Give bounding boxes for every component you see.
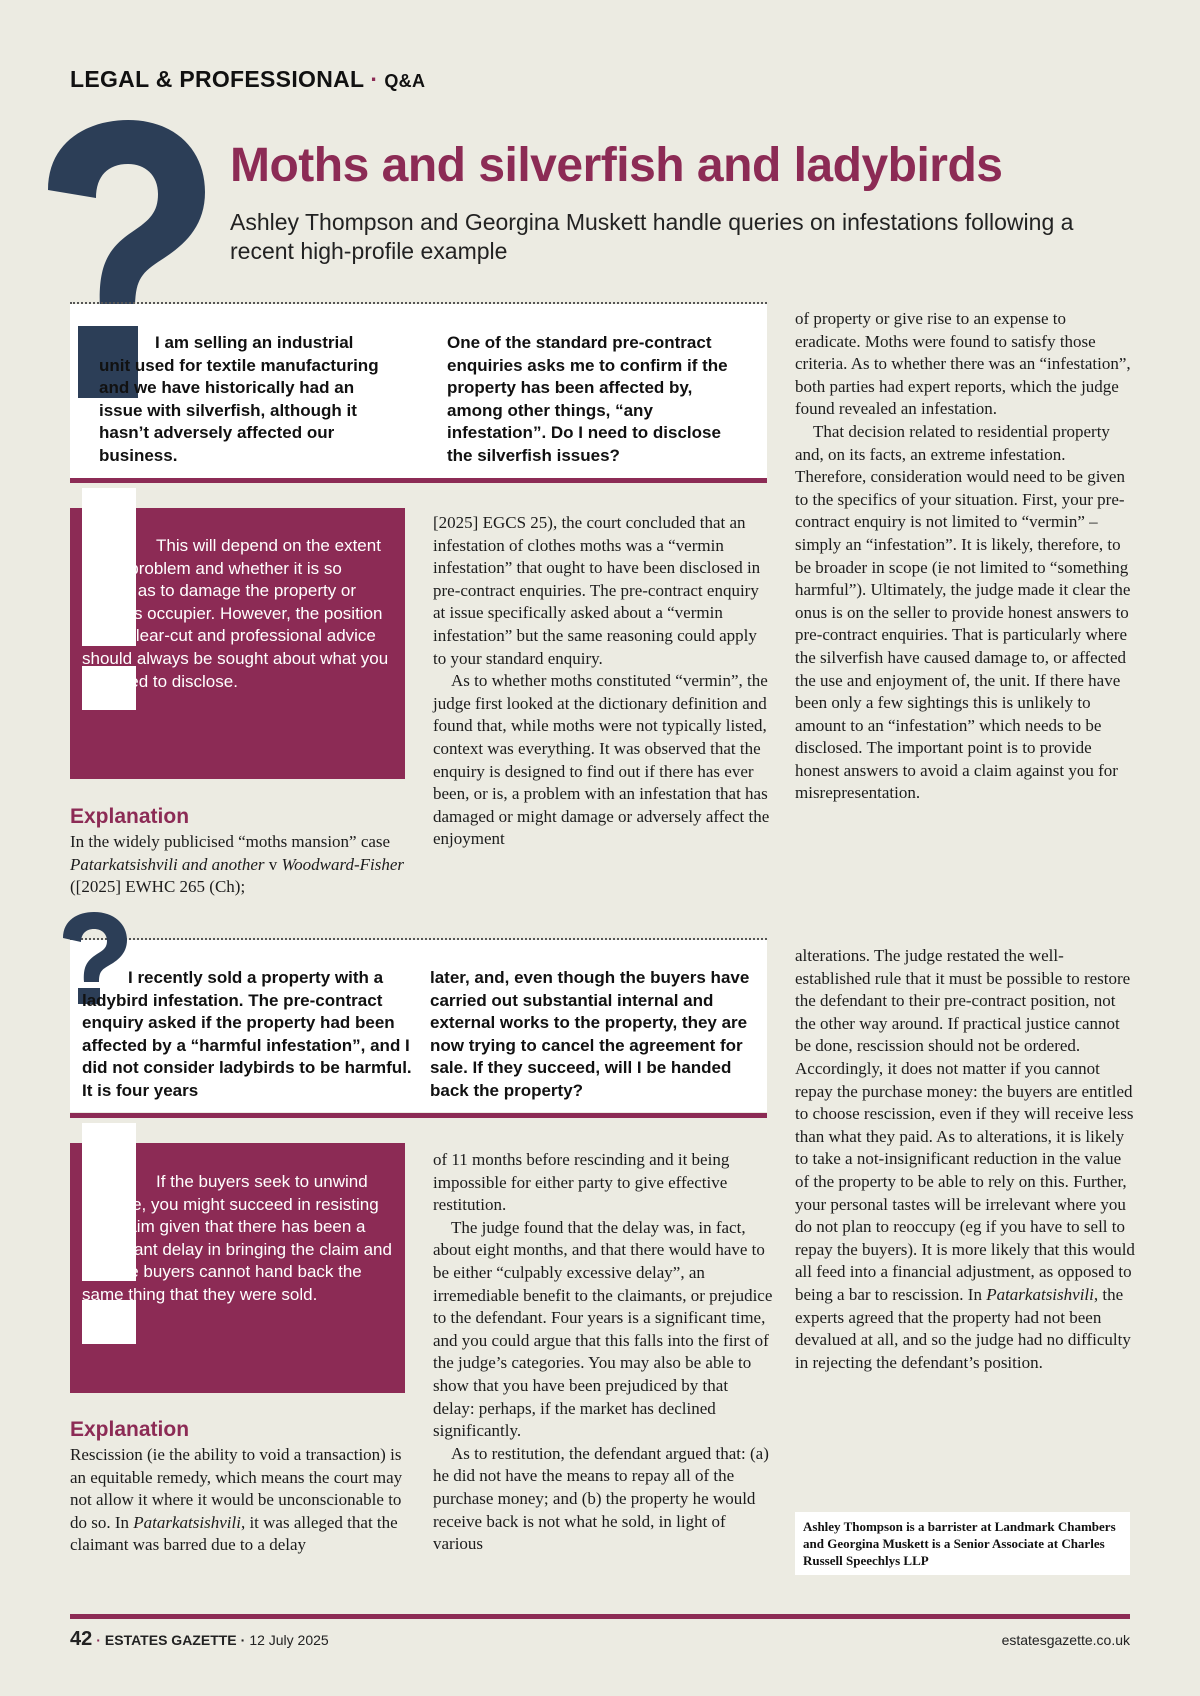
page-number: 42 <box>70 1628 93 1650</box>
headline: Moths and silverfish and ladybirds <box>230 139 1003 192</box>
subsection-label: Q&A <box>384 71 426 91</box>
standfirst: Ashley Thompson and Georgina Muskett handle queries on infestations following a recent high-profile example <box>230 209 1074 264</box>
question-1-left: I am selling an industrial unit used for textile manufacturing and we have historically had an issue with silverfish, although it hasn’t adversely affected our business. <box>99 333 379 465</box>
body-paragraph: Rescission (ie the ability to void a transaction) is an equitable remedy, which means the court may not allow it where it would be unconscionable to do so. In Patarkatsishvili, it was alleged that the claimant was barred due to a delay <box>70 1445 403 1555</box>
issue-date: 12 July 2025 <box>249 1632 329 1648</box>
explanation-1-col3 <box>795 308 1135 805</box>
body-paragraph: The judge found that the delay was, in fact, about eight months, and that there would have to be either “culpably excessive delay”, an irremediable benefit to the claimants, or prejudice to the defendant. Four years is a significant time, and you could argue that this falls into the first of the judge’s categories. You may also be able to show that you have been prejudiced by that delay: perhaps, if the market has declined significantly. <box>433 1217 773 1441</box>
body-paragraph: In the widely publicised “moths mansion” case Patarkatsishvili and another v Woodward-Fisher ([2025] EWHC 265 (Ch); <box>70 832 405 897</box>
body-paragraph: As to whether moths constituted “vermin”, the judge first looked at the dictionary definition and found that, while moths were not typically listed, context was everything. It was observed that the enquiry is designed to find out if there has ever been, or is, a problem with an infestation that has damaged or might damage or adversely affect the enjoyment <box>433 671 770 849</box>
question-2-left: I recently sold a property with a ladybird infestation. The pre-contract enquiry asked if the property had been affected by a “harmful infestation”, and I did not consider ladybirds to be harmful. It is four years <box>82 968 412 1100</box>
explanation-2-col2 <box>433 1149 773 1556</box>
section-label: LEGAL & PROFESSIONAL <box>70 66 365 92</box>
explanation-heading-2: Explanation <box>70 1418 190 1441</box>
divider-solid <box>70 1113 767 1118</box>
footer-left <box>70 1628 329 1651</box>
website: estatesgazette.co.uk <box>1001 1632 1130 1648</box>
body-paragraph: of property or give rise to an expense to eradicate. Moths were found to satisfy those criteria. As to whether there was an “infestation”, both parties had expert reports, which the judge found revealed an infestation. <box>795 309 1131 419</box>
explanation-2-col1 <box>70 1444 410 1557</box>
body-paragraph: As to restitution, the defendant argued that: (a) he did not have the means to repay all of the purchase money; and (b) the property he would receive back is not what he sold, in light of various <box>433 1443 769 1554</box>
explanation-2-col3 <box>795 945 1135 1374</box>
exclamation-dot-icon <box>82 1300 136 1344</box>
body-paragraph: alterations. The judge restated the well-established rule that it must be possible to restore the defendant to their pre-contract position, not the other way around. If practical justice cannot be done, rescission should not be ordered. Accordingly, it does not matter if you cannot repay the purchase money: the buyers are entitled to choose rescission, even if they will receive less than what they paid. As to alterations, it is likely to take a not-insignificant reduction in the value of the property to be able to rely on this. Further, your personal tastes will be irrelevant where you do not plan to reoccupy (eg if you have to sell to repay the buyers). It is more likely that this would all feed into a financial adjustment, as opposed to being a bar to rescission. In Patarkatsishvili, the experts agreed that the property had not been devalued at all, and so the judge had no difficulty in rejecting the defendant’s position. <box>795 946 1135 1372</box>
answer-1-text: This will depend on the extent of the problem and whether it is so severe as to damage the property or harm its occupier. However, the position is not clear-cut and professional advice should always be sought about what you will need to disclose. <box>82 536 389 691</box>
body-paragraph: That decision related to residential property and, on its facts, an extreme infestation. Therefore, consideration would need to be given to the specifics of your situation. First, your pre-contract enquiry is not limited to “vermin” – simply an “infestation”. It is likely, therefore, to be broader in scope (ie not limited to “something harmful”). Ultimately, the judge made it clear the onus is on the seller to provide honest answers to pre-contract enquiries. That is particularly where the silverfish have caused damage to, or affected the use and enjoyment of, the unit. If there have been only a few sightings this is unlikely to amount to an “infestation” which needs to be disclosed. The important point is to provide honest answers to avoid a claim against you for misrepresentation. <box>795 421 1131 803</box>
divider-solid <box>70 478 767 483</box>
separator-dot: · <box>370 66 379 92</box>
explanation-heading-1: Explanation <box>70 805 190 828</box>
separator-dot: · <box>240 1632 246 1648</box>
body-paragraph: of 11 months before rescinding and it being impossible for either party to give effective restitution. <box>433 1150 730 1215</box>
section-header <box>70 66 425 93</box>
answer-2-text: If the buyers seek to unwind the sale, you might succeed in resisting that claim given that there has been a significant delay in bringing the claim and that the buyers cannot hand back the same thing that they were sold. <box>82 1172 392 1304</box>
explanation-1-col1 <box>70 831 410 899</box>
body-paragraph: [2025] EGCS 25), the court concluded that an infestation of clothes moths was a “vermin infestation” that ought to have been disclosed in pre-contract enquiries. The pre-contract enquiry at issue specifically asked about a “vermin infestation” but the same reasoning could apply to your standard enquiry. <box>433 513 761 668</box>
separator-dot: · <box>96 1632 101 1648</box>
author-bio: Ashley Thompson is a barrister at Landmark Chambers and Georgina Muskett is a Senior Associate at Charles Russell Speechlys LLP <box>795 1512 1130 1575</box>
question-2-right: later, and, even though the buyers have carried out substantial internal and external works to the property, they are now trying to cancel the agreement for sale. If they succeed, will I be handed back the property? <box>430 968 750 1100</box>
magazine-name: ESTATES GAZETTE <box>104 1632 237 1648</box>
explanation-1-col2 <box>433 512 773 851</box>
question-1-right: One of the standard pre-contract enquiries asks me to confirm if the property has been affected by, among other things, “any infestation”. Do I need to disclose the silverfish issues? <box>447 333 728 465</box>
footer-rule <box>70 1614 1130 1619</box>
